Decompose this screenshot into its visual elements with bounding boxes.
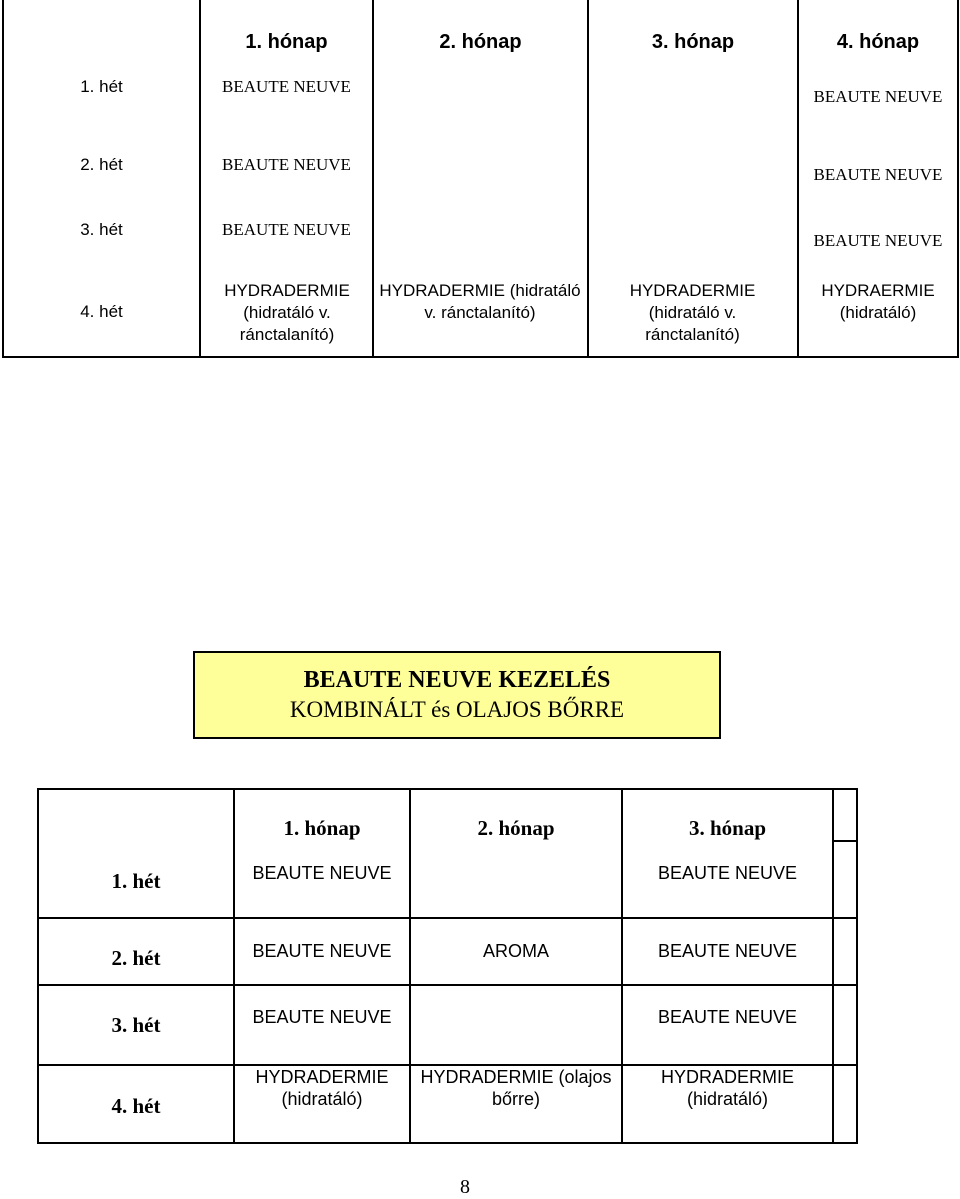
- table-cell: HYDRAERMIE (hidratáló): [821, 281, 935, 322]
- table-cell: BEAUTE NEUVE: [657, 863, 798, 883]
- section-subtitle: KOMBINÁLT és OLAJOS BŐRRE: [289, 697, 625, 722]
- grid-line: [37, 917, 858, 919]
- table-cell: BEAUTE NEUVE: [252, 1007, 392, 1027]
- table-cell: BEAUTE NEUVE: [222, 220, 351, 239]
- grid-line: [37, 1142, 858, 1144]
- table-cell: BEAUTE NEUVE: [252, 863, 392, 883]
- table-cell: BEAUTE NEUVE: [222, 77, 351, 96]
- table-cell: BEAUTE NEUVE: [813, 87, 943, 106]
- header-month-2: 2. hónap: [477, 816, 555, 840]
- table-cell: AROMA: [482, 941, 549, 961]
- row-label: 2. hét: [111, 946, 161, 970]
- table-cell: HYDRADERMIE (hidratáló): [660, 1067, 794, 1109]
- header-month-3: 3. hónap: [651, 31, 735, 53]
- table-cell: HYDRADERMIE (olajos bőrre): [420, 1067, 612, 1109]
- grid-line: [2, 356, 959, 358]
- row-label: 4. hét: [111, 1094, 161, 1118]
- header-month-1: 1. hónap: [245, 31, 328, 53]
- page-number: 8: [460, 1176, 470, 1198]
- section-title-box: [193, 651, 721, 739]
- grid-line: [37, 984, 858, 986]
- header-month-1: 1. hónap: [283, 816, 361, 840]
- table-cell: BEAUTE NEUVE: [813, 231, 943, 250]
- row-label: 3. hét: [111, 1013, 161, 1037]
- table-cell: BEAUTE NEUVE: [813, 165, 943, 184]
- header-month-3: 3. hónap: [688, 816, 767, 840]
- table-cell: BEAUTE NEUVE: [222, 155, 351, 174]
- table-cell: HYDRADERMIE (hidratáló v. ránctalanító): [629, 281, 756, 344]
- row-label: 1. hét: [111, 869, 161, 893]
- table-cell: BEAUTE NEUVE: [657, 941, 798, 961]
- table-cell: HYDRADERMIE (hidratáló): [255, 1067, 389, 1109]
- table-cell: HYDRADERMIE (hidratáló v. ránctalanító): [379, 281, 581, 322]
- section-title: BEAUTE NEUVE KEZELÉS: [303, 667, 611, 693]
- table-cell: BEAUTE NEUVE: [252, 941, 392, 961]
- header-month-4: 4. hónap: [836, 31, 920, 53]
- row-label: 1. hét: [80, 77, 123, 96]
- grid-line: [37, 788, 858, 790]
- treatment-table-1: [0, 0, 960, 358]
- grid-line: [856, 788, 858, 1144]
- row-label: 3. hét: [80, 220, 123, 239]
- grid-line: [832, 788, 834, 1144]
- grid-line: [832, 840, 858, 842]
- header-month-2: 2. hónap: [439, 31, 522, 53]
- row-label: 2. hét: [80, 155, 123, 174]
- grid-line: [957, 0, 959, 358]
- table-cell: HYDRADERMIE (hidratáló v. ránctalanító): [224, 281, 350, 344]
- row-label: 4. hét: [80, 302, 123, 321]
- table-cell: BEAUTE NEUVE: [657, 1007, 798, 1027]
